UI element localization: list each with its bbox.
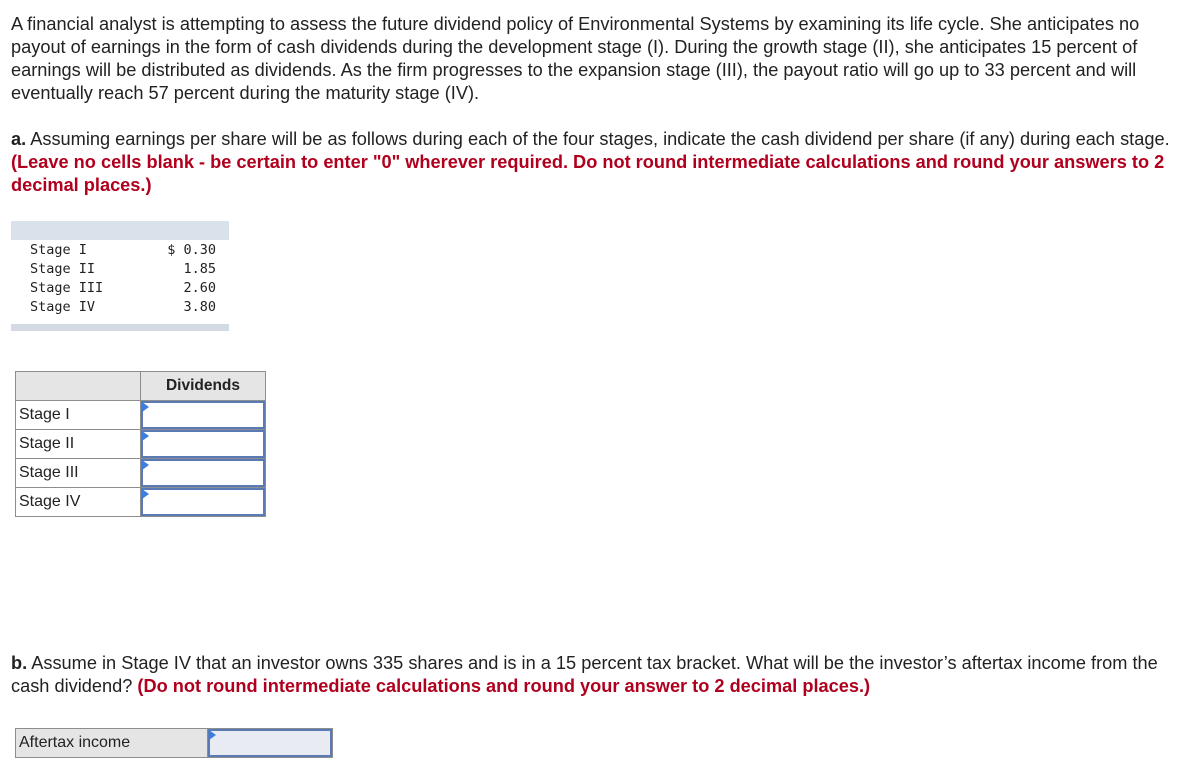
dividends-row-label: Stage I: [16, 401, 141, 430]
dividends-cell: [141, 401, 266, 430]
eps-value: $ 0.30: [167, 242, 216, 258]
dividend-stage-1-input[interactable]: [141, 401, 265, 429]
eps-stage-label: Stage I: [30, 242, 87, 258]
eps-table: [11, 241, 229, 317]
dividends-row-label: Stage II: [16, 430, 141, 459]
aftertax-cell: [208, 729, 333, 758]
dividends-header: Dividends: [141, 372, 266, 401]
aftertax-table: [15, 728, 333, 758]
part-a-text: Assuming earnings per share will be as follows during each of the four stages, indicate the cash dividend per share (if any) during each stage.: [30, 129, 1170, 149]
eps-table-bottom-bar: [11, 324, 229, 331]
dividends-header-row: [16, 372, 266, 401]
part-a-instruction: (Leave no cells blank - be certain to enter "0" wherever required. Do not round intermediate calculations and round your answers to 2 decimal places.): [11, 152, 1165, 195]
dividends-row: [16, 488, 266, 517]
part-b-question: [11, 652, 1183, 698]
dividends-table: [15, 371, 266, 517]
dividend-stage-2-input[interactable]: [141, 430, 265, 458]
eps-stage-label: Stage II: [30, 261, 96, 277]
dividends-cell: [141, 430, 266, 459]
eps-value: 2.60: [183, 280, 216, 296]
dividends-row-label: Stage IV: [16, 488, 141, 517]
eps-table-top-bar: [11, 221, 229, 240]
part-b-letter: b.: [11, 653, 28, 673]
part-a-letter: a.: [11, 129, 27, 149]
aftertax-income-input[interactable]: [208, 729, 332, 757]
eps-given-table: [11, 221, 229, 332]
eps-row: [11, 279, 229, 298]
dividend-stage-3-input[interactable]: [141, 459, 265, 487]
dividends-cell: [141, 488, 266, 517]
dividends-row: [16, 401, 266, 430]
part-a-question: [11, 128, 1183, 197]
dividends-row: [16, 430, 266, 459]
part-b-instruction: (Do not round intermediate calculations and round your answer to 2 decimal places.): [137, 676, 871, 696]
eps-stage-label: Stage III: [30, 280, 104, 296]
eps-value: 1.85: [183, 261, 216, 277]
dividends-row: [16, 459, 266, 488]
part-b-text: Assume in Stage IV that an investor owns 335 shares and is in a 15 percent tax bracket. What will be the investor’s aftertax income from the cash dividend?: [11, 653, 1158, 696]
dividends-row-label: Stage III: [16, 459, 141, 488]
aftertax-row: [16, 729, 333, 758]
dividend-stage-4-input[interactable]: [141, 488, 265, 516]
eps-stage-label: Stage IV: [30, 299, 96, 315]
eps-row: [11, 260, 229, 279]
eps-value: 3.80: [183, 299, 216, 315]
intro-paragraph: A financial analyst is attempting to assess the future dividend policy of Environmental Systems by examining its life cycle. She anticipates no payout of earnings in the form of cash dividends during the development stage (I). During the growth stage (II), she anticipates 15 percent of earnings will be distributed as dividends. As the firm progresses to the expansion stage (III), the payout ratio will go up to 33 percent and will eventually reach 57 percent during the maturity stage (IV).: [11, 14, 1140, 103]
eps-row: [11, 241, 229, 260]
eps-row: [11, 298, 229, 317]
dividends-cell: [141, 459, 266, 488]
aftertax-label: Aftertax income: [16, 729, 208, 758]
header-blank-cell: [16, 372, 141, 401]
